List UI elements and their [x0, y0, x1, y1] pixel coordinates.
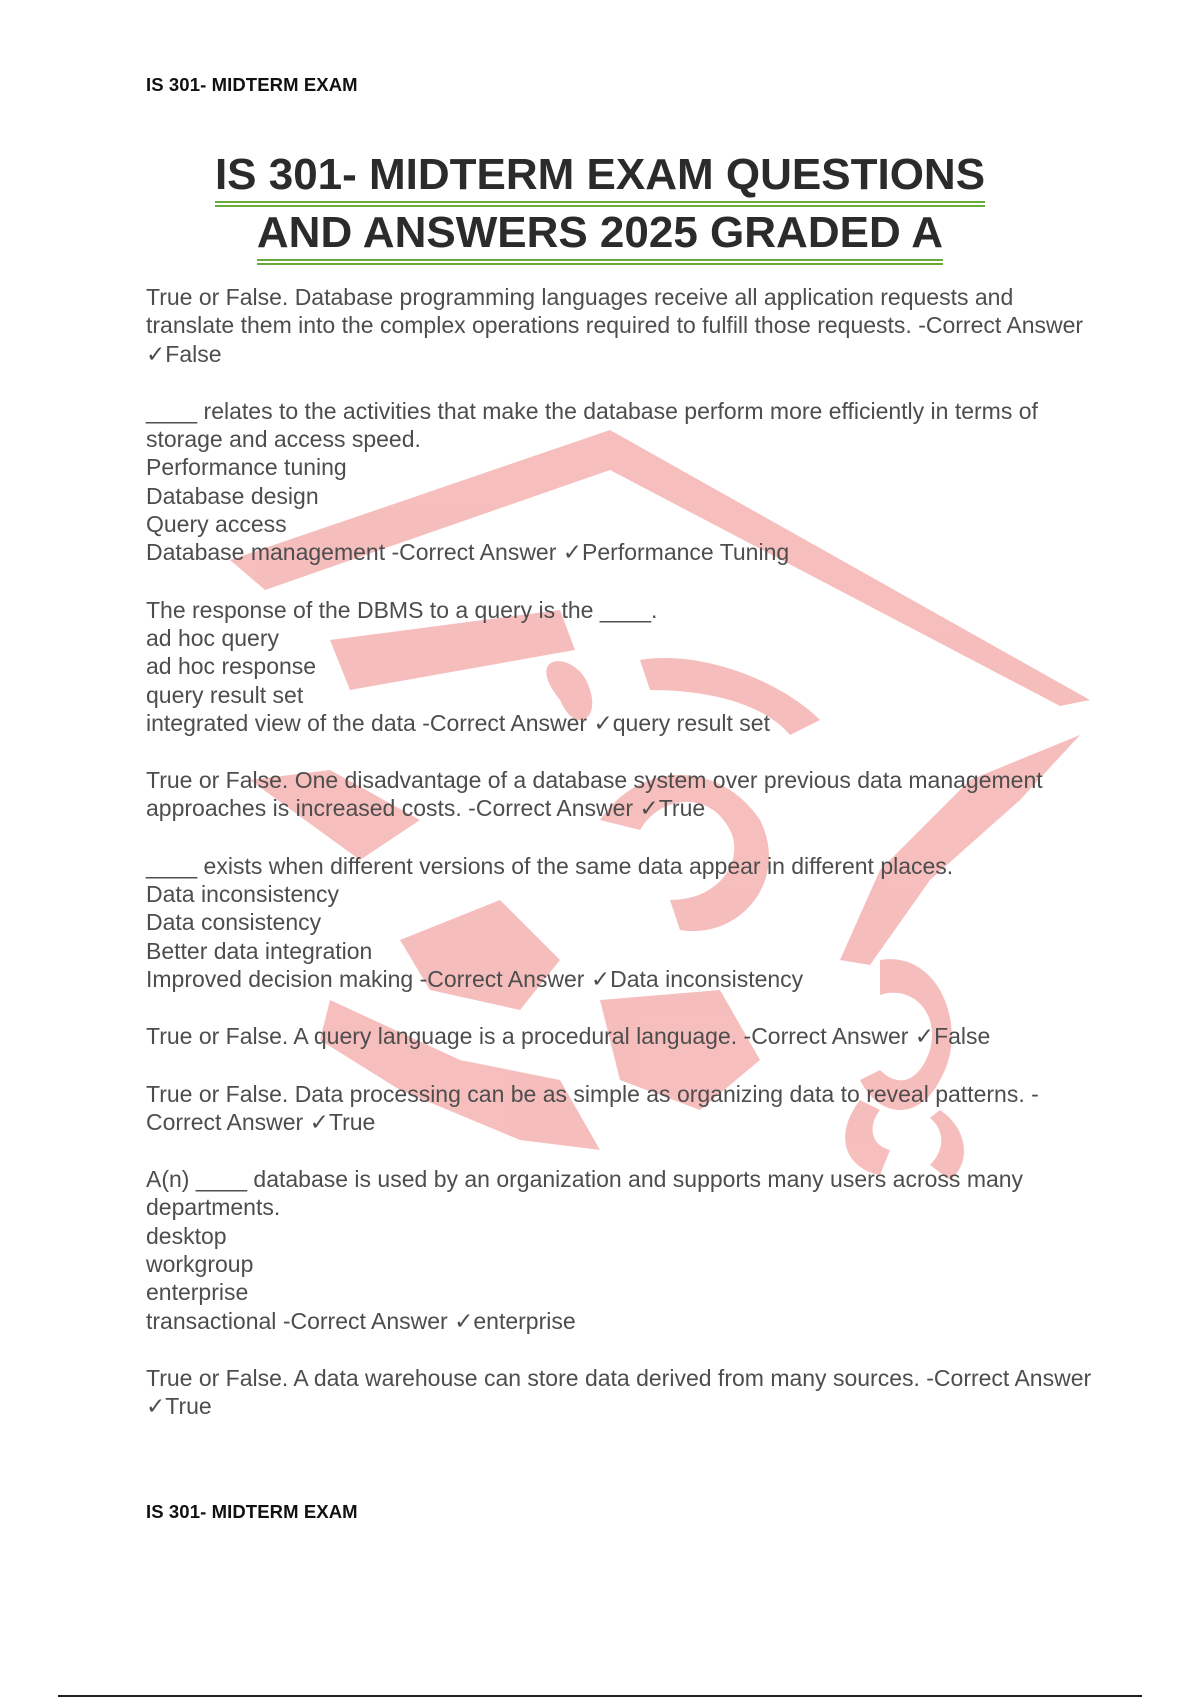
page-title: [100, 146, 1100, 262]
correct-answer-label: -Correct Answer: [743, 1023, 909, 1050]
correct-answer-label: -Correct Answer: [419, 965, 585, 992]
checkmark-icon: ✓: [639, 796, 659, 823]
qa-item: [146, 1165, 1096, 1336]
answer-line: [146, 538, 1096, 567]
correct-answer-label: -Correct Answer: [146, 1080, 1039, 1135]
answer-line: [146, 965, 1096, 994]
correct-answer-value: False: [934, 1023, 991, 1050]
answer-line: [146, 766, 1096, 824]
checkmark-icon: ✓: [590, 966, 611, 993]
last-option-text: Database management: [146, 539, 386, 566]
qa-item: [146, 1080, 1096, 1138]
answer-options: [146, 453, 1096, 538]
correct-answer-value: enterprise: [473, 1307, 576, 1334]
question-text: ____ relates to the activities that make the database perform more efficiently in terms of storage and access speed.: [146, 397, 1038, 453]
answer-option: ad hoc query: [146, 624, 279, 651]
answer-option: Database design: [146, 482, 319, 509]
answer-option: Performance tuning: [146, 454, 347, 481]
answer-option: enterprise: [146, 1279, 249, 1306]
answer-option: Data inconsistency: [146, 881, 340, 908]
answer-options: [146, 880, 1096, 965]
answer-option: Query access: [146, 511, 287, 538]
qa-item: [146, 1364, 1096, 1422]
last-option-text: True or False. Database programming languages receive all application requests and translate them into the complex operations required to fulfill those requests.: [146, 284, 1014, 339]
correct-answer-value: Data inconsistency: [610, 965, 804, 992]
qa-item: [146, 397, 1096, 568]
last-option-text: True or False. A data warehouse can store data derived from many sources.: [146, 1364, 920, 1391]
qa-item: [146, 852, 1096, 994]
checkmark-icon: ✓: [309, 1109, 329, 1136]
correct-answer-value: True: [328, 1108, 376, 1135]
answer-option: query result set: [146, 681, 304, 708]
last-option-text: True or False. Data processing can be as simple as organizing data to reveal patterns.: [146, 1080, 1025, 1107]
page-bottom-divider: [58, 1695, 1142, 1697]
answer-option: ad hoc response: [146, 653, 317, 680]
checkmark-icon: ✓: [146, 341, 166, 368]
checkmark-icon: ✓: [146, 1394, 166, 1421]
answer-line: [146, 709, 1096, 738]
checkmark-icon: ✓: [914, 1024, 935, 1051]
page-title-line-2: AND ANSWERS 2025 GRADED A: [257, 207, 943, 261]
last-option-text: Improved decision making: [146, 965, 414, 992]
question-answer-list: [146, 283, 1096, 1450]
answer-options: [146, 624, 1096, 709]
last-option-text: True or False. One disadvantage of a database system over previous data management approaches is increased costs.: [146, 767, 1043, 822]
answer-option: desktop: [146, 1222, 227, 1249]
checkmark-icon: ✓: [562, 540, 583, 567]
running-header: IS 301- MIDTERM EXAM: [146, 74, 358, 95]
qa-item: [146, 766, 1096, 824]
answer-options: [146, 1222, 1096, 1307]
correct-answer-value: query result set: [612, 709, 770, 736]
correct-answer-value: False: [165, 340, 222, 367]
correct-answer-label: -Correct Answer: [391, 539, 557, 566]
qa-item: [146, 283, 1096, 369]
correct-answer-value: True: [658, 795, 706, 822]
answer-option: workgroup: [146, 1251, 254, 1278]
answer-line: [146, 1364, 1096, 1422]
answer-line: [146, 1022, 1096, 1051]
last-option-text: integrated view of the data: [146, 709, 416, 736]
correct-answer-value: True: [165, 1393, 212, 1420]
last-option-text: True or False. A query language is a procedural language.: [146, 1023, 738, 1050]
correct-answer-label: -Correct Answer: [422, 709, 588, 736]
correct-answer-label: -Correct Answer: [282, 1307, 448, 1334]
last-option-text: transactional: [146, 1307, 277, 1334]
correct-answer-label: -Correct Answer: [918, 312, 1084, 339]
running-footer-header: IS 301- MIDTERM EXAM: [146, 1501, 358, 1522]
question-text: The response of the DBMS to a query is the ____.: [146, 596, 658, 623]
correct-answer-value: Performance Tuning: [582, 539, 790, 566]
answer-line: [146, 1307, 1096, 1336]
page-title-line-1: IS 301- MIDTERM EXAM QUESTIONS: [215, 149, 985, 203]
qa-item: [146, 1022, 1096, 1051]
checkmark-icon: ✓: [454, 1308, 474, 1335]
question-text: A(n) ____ database is used by an organization and supports many users across many departments.: [146, 1166, 1024, 1221]
qa-item: [146, 596, 1096, 738]
answer-line: [146, 283, 1096, 369]
answer-option: Data consistency: [146, 909, 322, 936]
question-text: ____ exists when different versions of the same data appear in different places.: [146, 852, 954, 879]
correct-answer-label: -Correct Answer: [926, 1364, 1092, 1391]
answer-line: [146, 1080, 1096, 1138]
answer-option: Better data integration: [146, 937, 373, 964]
checkmark-icon: ✓: [593, 710, 613, 737]
correct-answer-label: -Correct Answer: [468, 795, 634, 822]
